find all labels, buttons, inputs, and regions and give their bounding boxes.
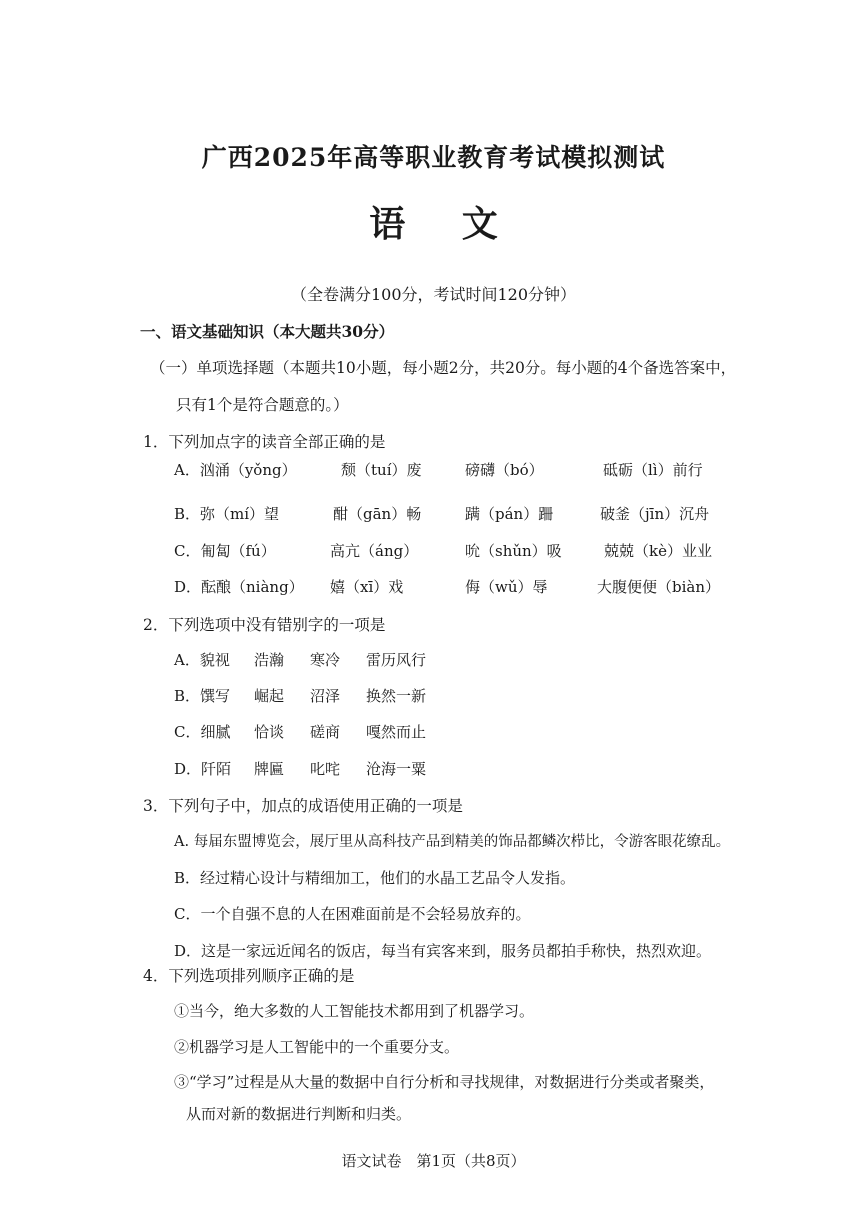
exam-title: 广西2025年高等职业教育考试模拟测试: [201, 143, 666, 172]
q2-option-d-4: 沧海一粟: [366, 760, 427, 778]
q2-stem: 2．下列选项中没有错别字的一项是: [143, 616, 386, 634]
subject-title: 语 文: [369, 203, 520, 245]
part-title-continued: 只有1个是符合题意的。）: [176, 396, 349, 414]
q2-option-b-3: 沼泽: [310, 687, 341, 705]
q1-option-d-1: D．酝酿（niàng）: [174, 578, 304, 596]
q2-option-d-3: 叱咤: [310, 760, 341, 778]
q3-stem: 3．下列句子中，加点的成语使用正确的一项是: [143, 797, 463, 815]
q2-option-a-2: 浩瀚: [254, 651, 285, 669]
q1-option-b-2: 酣（gān）畅: [333, 505, 422, 523]
q2-option-b-2: 崛起: [254, 687, 285, 705]
q1-option-b-3: 蹒（pán）跚: [465, 505, 554, 523]
q2-option-b-1: B．馔写: [174, 687, 231, 705]
part-title: （一）单项选择题（本题共10小题，每小题2分，共20分。每小题的4个备选答案中，: [150, 359, 737, 377]
q1-option-c-1: C．匍匐（fú）: [174, 542, 276, 560]
q1-option-c-3: 吮（shǔn）吸: [465, 542, 562, 560]
q4-item-3-continued: 从而对新的数据进行判断和归类。: [186, 1105, 412, 1123]
q4-item-3: ③“学习”过程是从大量的数据中自行分析和寻找规律，对数据进行分类或者聚类，: [174, 1073, 715, 1091]
exam-note: （全卷满分100分，考试时间120分钟）: [290, 285, 577, 304]
page-footer: 语文试卷 第1页（共8页）: [341, 1152, 526, 1170]
q2-option-b-4: 换然一新: [366, 687, 427, 705]
q1-option-a-4: 砥砺（lì）前行: [603, 461, 703, 479]
q4-stem: 4．下列选项排列顺序正确的是: [143, 967, 355, 985]
section-title: 一、语文基础知识（本大题共30分）: [140, 322, 395, 341]
q1-option-b-1: B．弥（mí）望: [174, 505, 280, 523]
q3-option-c: C．一个自强不息的人在困难面前是不会轻易放弃的。: [174, 905, 531, 923]
q4-item-2: ②机器学习是人工智能中的一个重要分支。: [174, 1038, 460, 1056]
q1-option-c-4: 兢兢（kè）业业: [604, 542, 712, 560]
q4-item-1: ①当今，绝大多数的人工智能技术都用到了机器学习。: [174, 1002, 535, 1020]
q2-option-a-3: 寒冷: [310, 651, 341, 669]
q1-option-d-2: 嬉（xī）戏: [330, 578, 404, 596]
q2-option-a-4: 雷历风行: [366, 651, 427, 669]
q1-option-b-4: 破釜（jīn）沉舟: [600, 505, 710, 523]
q1-option-d-3: 侮（wǔ）辱: [465, 578, 548, 596]
q3-option-a: A. 每届东盟博览会，展厅里从高科技产品到精美的饰品都鳞次栉比，令游客眼花缭乱。: [174, 834, 731, 850]
q1-option-a-1: A．汹涌（yǒng）: [174, 461, 297, 479]
q1-option-c-2: 高亢（áng）: [330, 542, 419, 560]
q2-option-d-2: 牌匾: [254, 760, 285, 778]
q1-option-a-3: 磅礴（bó）: [465, 461, 544, 479]
q2-option-c-3: 磋商: [310, 723, 341, 741]
q3-option-b: B．经过精心设计与精细加工，他们的水晶工艺品令人发指。: [174, 869, 576, 887]
q2-option-a-1: A．貌视: [174, 651, 230, 669]
q3-option-d: D．这是一家远近闻名的饭店，每当有宾客来到，服务员都拍手称快，热烈欢迎。: [174, 942, 712, 960]
q2-option-c-1: C．细腻: [174, 723, 231, 741]
q2-option-c-4: 嘎然而止: [366, 723, 427, 741]
q1-stem: 1．下列加点字的读音全部正确的是: [143, 433, 386, 451]
q1-option-a-2: 颓（tuí）废: [341, 461, 422, 479]
q2-option-c-2: 恰谈: [254, 723, 285, 741]
q2-option-d-1: D．阡陌: [174, 760, 232, 778]
q1-option-d-4: 大腹便便（biàn）: [597, 578, 721, 596]
